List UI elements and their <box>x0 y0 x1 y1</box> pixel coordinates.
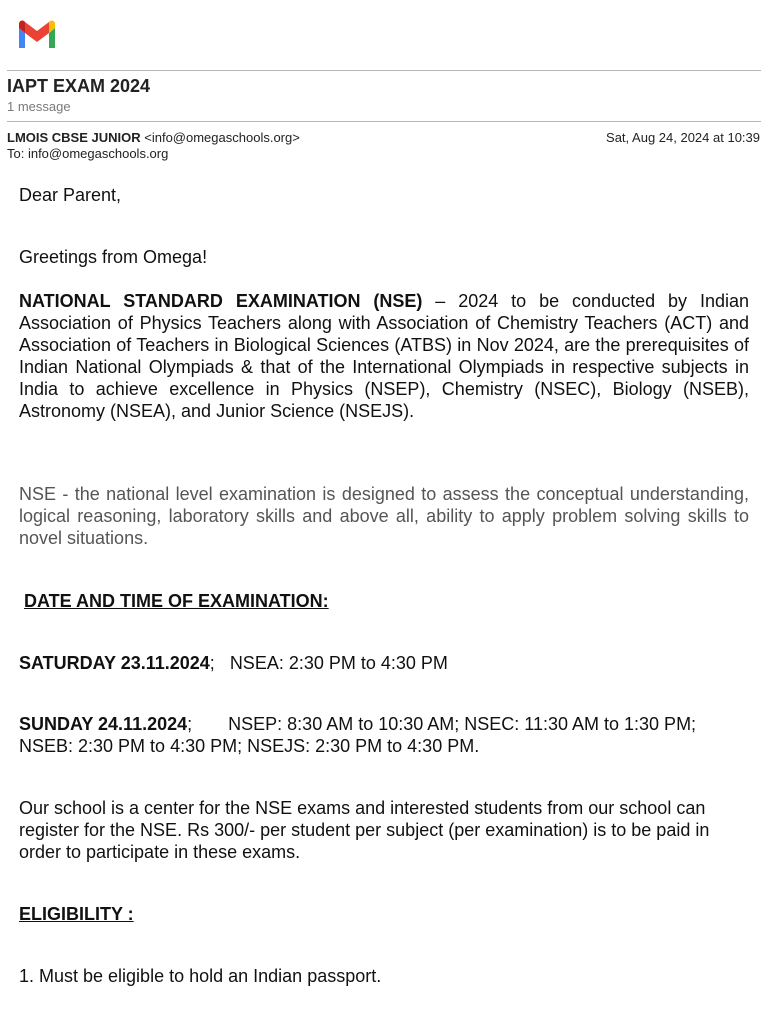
nse-text: – 2024 to be conducted by Indian Association of Physics Teachers along with Association of Chemistry Teachers (ACT) and Association of Teachers in Biological Sciences (ATBS) in Nov 2024, are the prerequisites of Indian National Olympiads & that of the International Olympiads in respective subjects in India to achieve excellence in Physics (NSEP), Chemistry (NSEC), Biology (NSEB), Astronomy (NSEA), and Junior Science (NSEJS). <box>19 291 749 421</box>
sunday-schedule <box>19 713 749 757</box>
saturday-detail: NSEA: 2:30 PM to 4:30 PM <box>229 653 448 673</box>
nse-title: NATIONAL STANDARD EXAMINATION (NSE) <box>19 291 423 311</box>
gmail-logo-icon <box>16 18 58 50</box>
eligibility-heading <box>19 903 749 925</box>
eligibility-heading-text: ELIGIBILITY : <box>19 904 134 924</box>
message-count: 1 message <box>7 99 71 114</box>
sunday-detail: NSEP: 8:30 AM to 10:30 AM; NSEC: 11:30 AM to 1:30 PM; NSEB: 2:30 PM to 4:30 PM; NSEJS: 2:30 PM to 4:30 PM. <box>19 714 697 756</box>
center-info: Our school is a center for the NSE exams and interested students from our school can register for the NSE. Rs 300/- per student per subject (per examination) is to be paid in order to participate in these exams. <box>19 798 710 862</box>
eligibility-item-1: 1. Must be eligible to hold an Indian passport. <box>19 966 382 986</box>
nse-paragraph <box>19 290 749 422</box>
email-date: Sat, Aug 24, 2024 at 10:39 <box>606 130 760 145</box>
sender-email: <info@omegaschools.org> <box>144 130 300 145</box>
email-subject: IAPT EXAM 2024 <box>7 76 151 96</box>
date-time-heading <box>24 590 754 612</box>
greetings-line: Greetings from Omega! <box>19 247 208 267</box>
subject-divider <box>7 121 761 122</box>
saturday-label: SATURDAY 23.11.2024 <box>19 653 210 673</box>
sunday-separator: ; <box>187 714 193 734</box>
sender-name: LMOIS CBSE JUNIOR <box>7 130 141 145</box>
sender-line <box>7 130 300 145</box>
saturday-schedule <box>19 652 749 674</box>
date-time-heading-text: DATE AND TIME OF EXAMINATION: <box>24 591 329 611</box>
greeting: Dear Parent, <box>19 185 122 205</box>
recipient-line: To: info@omegaschools.org <box>7 146 169 161</box>
nse-description: NSE - the national level examination is designed to assess the conceptual understanding, logical reasoning, laboratory skills and above all, ability to apply problem solving skills to novel situations. <box>19 484 749 548</box>
saturday-separator: ; <box>209 653 215 673</box>
header-divider <box>7 70 761 71</box>
sunday-label: SUNDAY 24.11.2024 <box>19 714 188 734</box>
